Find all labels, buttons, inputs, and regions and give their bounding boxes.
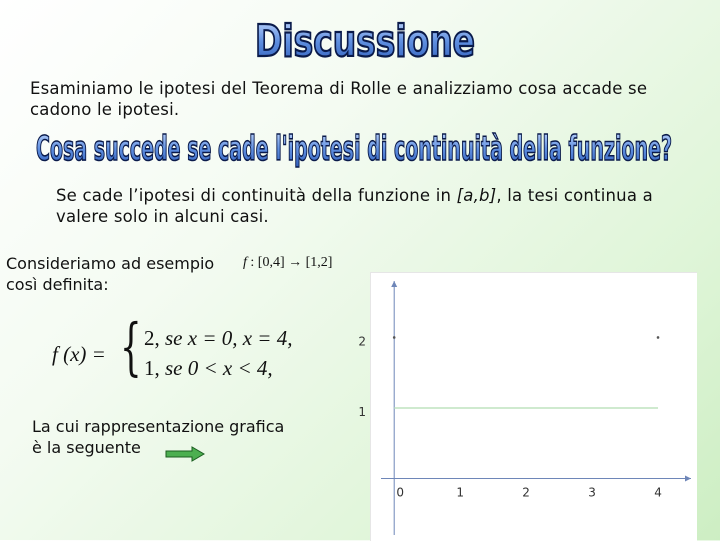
slide-title (250, 8, 480, 70)
y-tick-label: 1 (358, 405, 367, 419)
function-arrow: → (284, 255, 306, 270)
example-line-1: Consideriamo ad esempio (6, 254, 215, 273)
function-point (393, 336, 396, 339)
example-line-2: così definita: (6, 275, 109, 294)
definition-case-2 (144, 356, 273, 381)
function-map (243, 255, 332, 271)
definition-lhs: f (x) = (52, 342, 106, 366)
case-1-condition: se x = 0, x = 4, (165, 326, 293, 350)
claim-after: , la tesi continua a valere solo in alcuni casi. (56, 186, 653, 226)
graph-svg (358, 273, 697, 541)
y-axis-arrowhead (391, 281, 397, 287)
slide-subtitle-text: Cosa succede se cade l'ipotesi di continuità della funzione? (36, 129, 672, 169)
caption-line-1: La cui rappresentazione grafica (32, 417, 285, 436)
function-domain: [0,4] (257, 255, 285, 270)
x-axis-arrowhead (685, 476, 691, 482)
x-tick-label: 3 (588, 485, 596, 500)
function-point (657, 336, 660, 339)
x-tick-label: 2 (522, 485, 530, 500)
claim-interval: [a,b] (456, 186, 497, 205)
slide-subtitle (36, 122, 696, 172)
case-2-condition: se 0 < x < 4, (165, 356, 273, 380)
definition-case-1 (144, 326, 292, 351)
curly-brace: { (120, 310, 142, 383)
x-tick-label: 4 (654, 485, 662, 500)
case-2-value: 1, (144, 356, 160, 380)
claim-text (56, 185, 656, 227)
slide-title-text: Discussione (255, 16, 475, 67)
y-tick-label: 2 (358, 334, 367, 349)
function-codomain: [1,2] (305, 255, 333, 270)
piecewise-definition (52, 310, 312, 386)
claim-before: Se cade l’ipotesi di continuità della funzione in (56, 186, 457, 205)
function-name: f (243, 255, 247, 270)
caption-line-2: è la seguente (32, 438, 141, 457)
intro-text: Esaminiamo le ipotesi del Teorema di Rolle e analizziamo cosa accade se cadono le ipotesi. (30, 79, 648, 119)
x-tick-label: 0 (396, 485, 405, 500)
case-1-value: 2, (144, 326, 160, 350)
x-tick-label: 1 (456, 485, 464, 500)
right-arrow-icon (166, 446, 204, 460)
function-colon: : (246, 255, 258, 270)
function-graph (358, 272, 697, 541)
